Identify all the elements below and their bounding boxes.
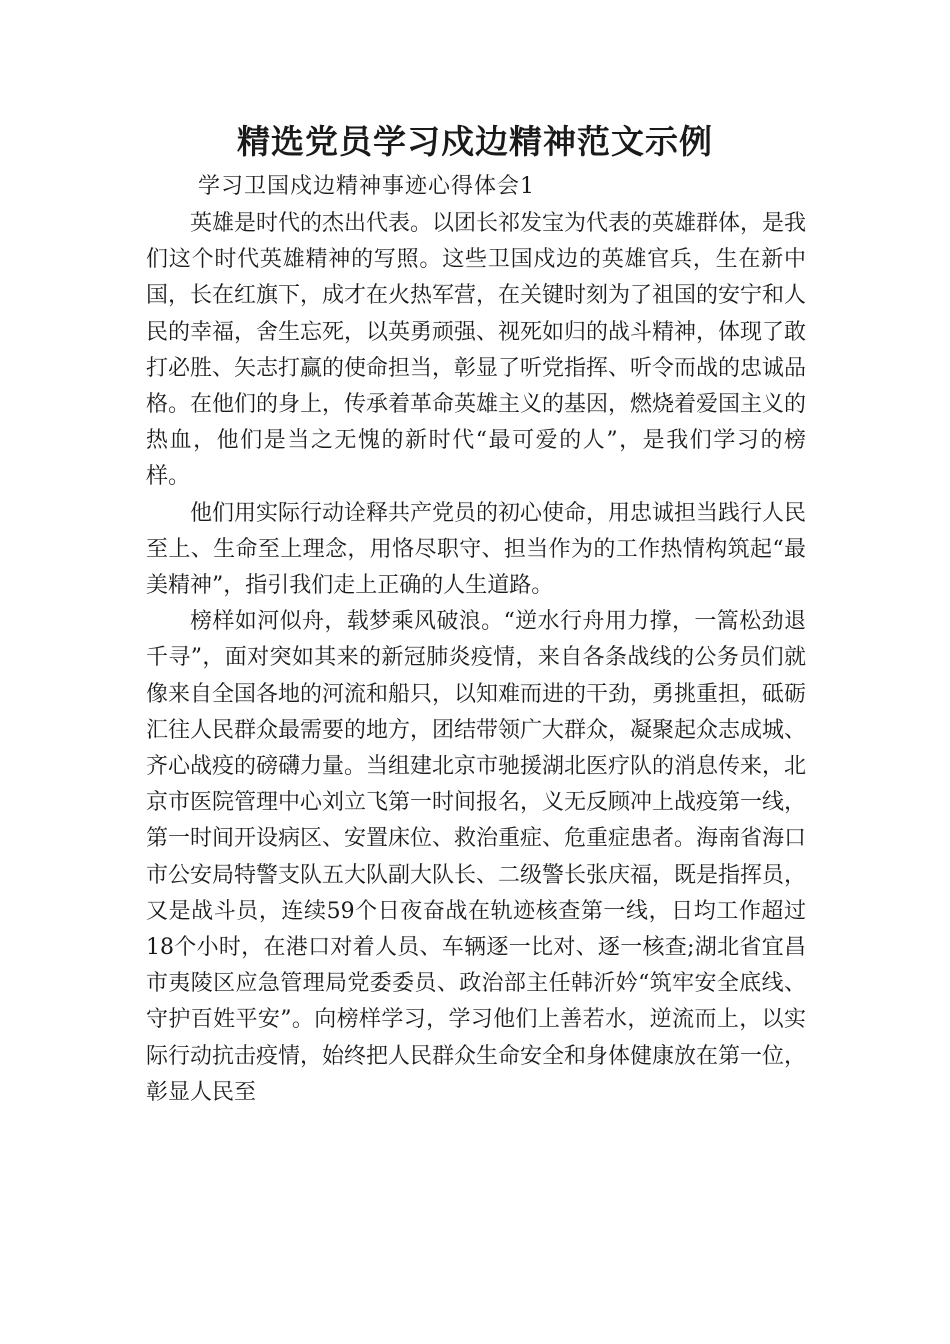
paragraph-2: 他们用实际行动诠释共产党员的初心使命，用忠诚担当践行人民至上、生命至上理念，用恪尽职守、担当作为的工作热情构筑起“最美精神”，指引我们走上正确的人生道路。 bbox=[146, 500, 807, 599]
document-title: 精选党员学习戍边精神范文示例 bbox=[237, 122, 713, 161]
paragraph-1: 英雄是时代的杰出代表。以团长祁发宝为代表的英雄群体，是我们这个时代英雄精神的写照。这些卫国戍边的英雄官兵，生在新中国，长在红旗下，成才在火热军营，在关键时刻为了祖国的安宁和人民的幸福，舍生忘死，以英勇顽强、视死如归的战斗精神，体现了敢打必胜、矢志打赢的使命担当，彰显了听党指挥、听令而战的忠诚品格。在他们的身上，传承着革命英雄主义的基因，燃烧着爱国主义的热血，他们是当之无愧的新时代“最可爱的人”，是我们学习的榜样。 bbox=[146, 211, 807, 490]
paragraph-3: 榜样如河似舟，载梦乘风破浪。“逆水行舟用力撑，一篙松劲退千寻”，面对突如其来的新冠肺炎疫情，来自各条战线的公务员们就像来自全国各地的河流和船只，以知难而进的干劲，勇挑重担，砥砺汇往人民群众最需要的地方，团结带领广大群众，凝聚起众志成城、齐心战疫的磅礴力量。当组建北京市驰援湖北医疗队的消息传来，北京市医院管理中心刘立飞第一时间报名，义无反顾冲上战疫第一线，第一时间开设病区、安置床位、救治重症、危重症患者。海南省海口市公安局特警支队五大队副大队长、二级警长张庆福，既是指挥员，又是战斗员，连续59个日夜奋战在轨迹核查第一线，日均工作超过18个小时，在港口对着人员、车辆逐一比对、逐一核查;湖北省宜昌市夷陵区应急管理局党委委员、政治部主任韩沂妗“筑牢安全底线、守护百姓平安”。向榜样学习，学习他们上善若水，逆流而上，以实际行动抗击疫情，始终把人民群众生命安全和身体健康放在第一位，彰显人民至 bbox=[146, 609, 807, 1105]
document-subtitle: 学习卫国戍边精神事迹心得体会1 bbox=[198, 174, 535, 199]
document-body bbox=[146, 206, 806, 1111]
